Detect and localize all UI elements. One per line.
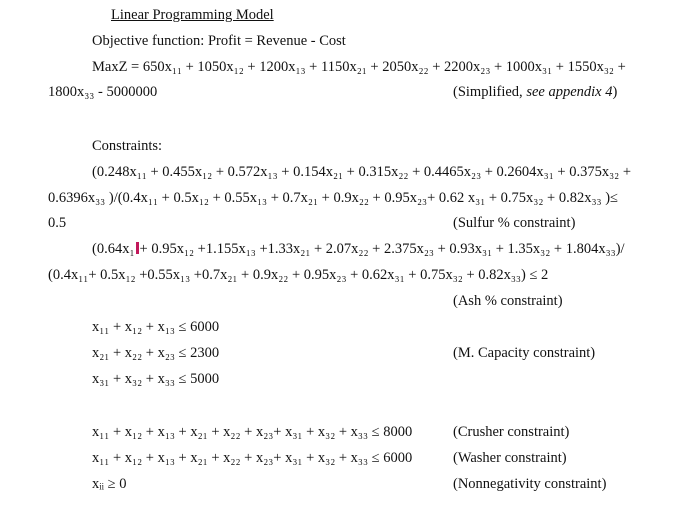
capacity-line-2: x₂₁ + x₂₂ + x₂₃ ≤ 2300 — [92, 345, 220, 361]
capacity-label: (M. Capacity constraint) — [453, 345, 596, 361]
sulfur-label: (Sulfur % constraint) — [453, 215, 576, 231]
crusher-line: x₁₁ + x₁₂ + x₁₃ + x₂₁ + x₂₂ + x₂₃+ x₃₁ + x₃₂ + x₃₃ ≤ 8000 — [92, 424, 413, 440]
washer-line: x₁₁ + x₁₂ + x₁₃ + x₂₁ + x₂₂ + x₂₃+ x₃₁ + x₃₂ + x₃₃ ≤ 6000 — [92, 450, 413, 466]
page-title: Linear Programming Model — [111, 7, 274, 23]
capacity-line-1: x₁₁ + x₁₂ + x₁₃ ≤ 6000 — [92, 319, 220, 335]
cursor-marker — [136, 242, 139, 254]
objective-label: Objective function: Profit = Revenue - Cost — [92, 33, 346, 49]
ash-line-1-start: (0.64x₁ — [92, 241, 135, 257]
ash-line-1 — [92, 240, 625, 258]
ash-line-2: (0.4x₁₁+ 0.5x₁₂ +0.55x₁₃ +0.7x₂₁ + 0.9x₂₂ + 0.95x₂₃ + 0.62x₃₁ + 0.75x₃₂ + 0.82x₃₃) ≤ 2 — [48, 267, 549, 283]
objective-note-italic: see appendix 4 — [526, 84, 613, 100]
objective-line-2: 1800x₃₃ - 5000000 — [48, 84, 158, 100]
sulfur-line-1: (0.248x₁₁ + 0.455x₁₂ + 0.572x₁₃ + 0.154x₂₁ + 0.315x₂₂ + 0.4465x₂₃ + 0.2604x₃₁ + 0.375x₃₂ + — [92, 164, 632, 180]
objective-note-end: ) — [612, 84, 618, 100]
crusher-label: (Crusher constraint) — [453, 424, 570, 440]
ash-label: (Ash % constraint) — [453, 293, 563, 309]
nonneg-label: (Nonnegativity constraint) — [453, 476, 607, 492]
capacity-line-3: x₃₁ + x₃₂ + x₃₃ ≤ 5000 — [92, 371, 220, 387]
ash-line-1-rest: + 0.95x₁₂ +1.155x₁₃ +1.33x₂₁ + 2.07x₂₂ + 2.375x₂₃ + 0.93x₃₁ + 1.35x₃₂ + 1.804x₃₃)/ — [139, 241, 625, 257]
objective-note-main: (Simplified, — [453, 84, 527, 100]
objective-line-1: MaxZ = 650x₁₁ + 1050x₁₂ + 1200x₁₃ + 1150x₂₁ + 2050x₂₂ + 2200x₂₃ + 1000x₃₁ + 1550x₃₂ + — [92, 59, 626, 75]
washer-label: (Washer constraint) — [453, 450, 567, 466]
sulfur-line-2: 0.6396x₃₃ )/(0.4x₁₁ + 0.5x₁₂ + 0.55x₁₃ + 0.7x₂₁ + 0.9x₂₂ + 0.95x₂₃+ 0.62 x₃₁ + 0.75x₃₂ + 0.82x₃₃ )≤ — [48, 190, 618, 206]
objective-note — [453, 83, 617, 101]
constraints-heading: Constraints: — [92, 138, 163, 154]
nonneg-line: xᵢᵢ ≥ 0 — [92, 476, 127, 492]
sulfur-line-3: 0.5 — [48, 215, 67, 231]
